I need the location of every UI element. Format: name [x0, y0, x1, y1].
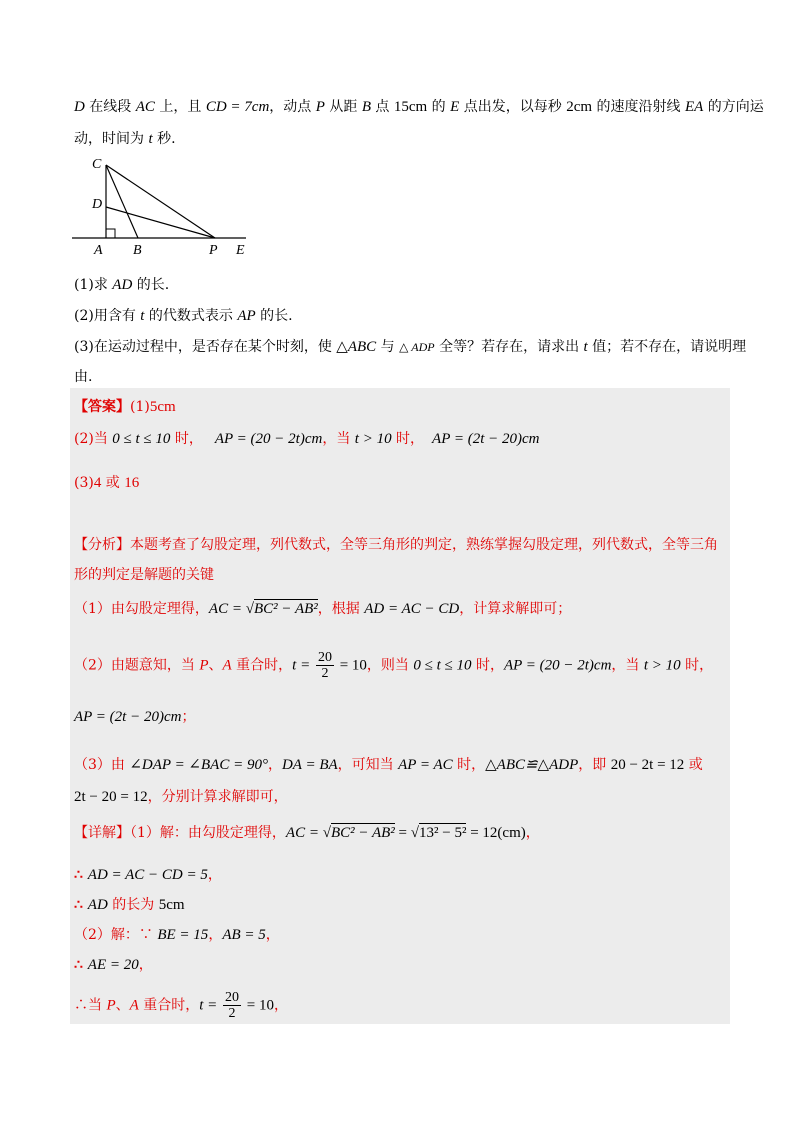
text: ，: [525, 825, 540, 841]
text: ，则当: [366, 657, 414, 674]
text: 点出发，以每秒: [459, 99, 567, 115]
text: 的长.: [132, 277, 170, 293]
fraction: [316, 650, 334, 681]
question-3-cont: 由.: [74, 369, 93, 385]
text-math: AP = (2t − 20)cm: [74, 709, 182, 725]
text: 的长为: [107, 897, 159, 913]
text: （2）解：∵: [74, 927, 158, 943]
text-math: 4: [93, 475, 102, 491]
text-math: ∠DAP = ∠BAC = 90°: [129, 757, 268, 773]
fraction-num: 20: [317, 650, 332, 665]
text-math: = 12(cm): [466, 825, 526, 841]
question-1: [74, 274, 169, 294]
label-d: D: [92, 197, 103, 212]
text: 在线段: [84, 99, 136, 115]
sqrt-symbol: √: [410, 825, 419, 841]
text: （2）由题意知，当: [74, 657, 200, 674]
analysis-step-2b: [74, 706, 195, 726]
text-math: P: [315, 99, 325, 115]
text-math: A: [222, 657, 232, 674]
text: 重合时，: [138, 997, 200, 1014]
therefore-symbol: ∴: [74, 957, 88, 973]
text: ，可知当: [337, 757, 399, 773]
therefore-symbol: ∴: [74, 867, 88, 883]
right-angle-mark: [106, 229, 115, 238]
text: ，: [274, 997, 289, 1014]
problem-line-2: [74, 128, 176, 148]
text: ，计算求解即可；: [459, 601, 572, 617]
text: (2)用含有: [74, 308, 141, 324]
text-math: = 10: [243, 997, 275, 1014]
text: ∴当: [74, 997, 107, 1014]
text: 的代数式表示: [144, 308, 238, 324]
fraction: [223, 990, 241, 1021]
text-math: AC =: [285, 825, 323, 841]
sqrt-symbol: √: [322, 825, 331, 841]
text: 的方向运: [703, 99, 764, 115]
text: ，当: [322, 431, 355, 447]
text-math: BC² − AB²: [330, 825, 395, 841]
text-math: DA = BA: [281, 757, 338, 773]
text: ，: [265, 927, 280, 943]
fraction-den: 2: [321, 666, 329, 681]
text: ，根据: [317, 601, 365, 617]
fraction-den: 2: [228, 1006, 236, 1021]
question-3: [74, 336, 746, 356]
text: 秒.: [152, 131, 176, 147]
analysis-step-3: [74, 754, 703, 774]
answer-line-2: [74, 428, 539, 448]
problem-line-1: [74, 96, 764, 116]
text-math: AB = 5: [222, 927, 266, 943]
text-math: 0 ≤ t ≤ 10: [413, 657, 472, 674]
text-math: BC² − AB²: [253, 601, 318, 617]
text-math: AD: [87, 897, 108, 913]
text-math: 2t − 20 = 12: [74, 789, 148, 805]
analysis-line-2: 形的判定是解题的关键: [74, 567, 214, 583]
text: （3）由: [74, 757, 130, 773]
text: 值；若不存在，请说明理: [587, 339, 747, 355]
text-math: P: [106, 997, 116, 1014]
text-math: t =: [199, 997, 222, 1014]
answer-line-1: [74, 396, 176, 416]
text: 点: [370, 99, 394, 115]
text-math: BE = 15: [157, 927, 209, 943]
detail-line-4: [74, 924, 280, 944]
text-math: 2cm: [566, 99, 593, 115]
text-math: 5cm: [149, 399, 176, 415]
text: 时，: [170, 431, 203, 447]
text: 的速度沿射线: [592, 99, 685, 115]
analysis-step-2: [74, 650, 713, 681]
text-math: E: [450, 99, 460, 115]
text: ，当: [611, 657, 644, 674]
text-math: AP = (20 − 2t)cm: [214, 431, 323, 447]
text: ，动点: [269, 99, 316, 115]
text: 或: [101, 475, 125, 491]
text-math: EA: [684, 99, 704, 115]
answer-line-3: [74, 472, 139, 492]
text: (1)求: [74, 277, 113, 293]
text-math: △ABC: [336, 339, 377, 355]
text-math: A: [129, 997, 139, 1014]
text: 的: [427, 99, 451, 115]
text: （1）由勾股定理得，: [74, 601, 209, 617]
text: 时，: [471, 657, 504, 674]
text-math: =: [394, 825, 411, 841]
text: ，: [267, 757, 282, 773]
label-a: A: [94, 243, 103, 258]
label-e: E: [236, 243, 245, 258]
line-dp: [106, 207, 215, 238]
text-math: △ABC≌△ADP: [485, 757, 579, 773]
text-math: t: [583, 339, 588, 355]
text-math: t =: [292, 657, 314, 674]
text: 或: [684, 757, 703, 773]
text: (2)当: [74, 431, 113, 447]
detail-line-5: [74, 954, 153, 974]
text: 动，时间为: [74, 131, 149, 147]
detail-line-1: [74, 822, 540, 842]
text-math: t > 10: [354, 431, 392, 447]
text-math: AD = AC − CD: [364, 601, 460, 617]
text: 时，: [680, 657, 714, 674]
text-math: 16: [124, 475, 140, 491]
text-math: = 10: [335, 657, 367, 674]
text-math: AP = (20 − 2t)cm: [503, 657, 612, 674]
text: (3)在运动过程中，是否存在某个时刻，使: [74, 339, 337, 355]
text: 时，: [452, 757, 486, 773]
label-p: P: [209, 243, 218, 258]
text: ；: [181, 709, 196, 725]
text: 【详解】（1）解：由勾股定理得，: [74, 825, 286, 841]
answer-tag: 【答案】: [74, 399, 130, 415]
text-math: AD = AC − CD = 5: [87, 867, 208, 883]
label-c: C: [92, 157, 102, 172]
detail-line-2: [74, 864, 222, 884]
text: 、: [208, 657, 223, 674]
question-2: [74, 305, 293, 325]
text: 重合时，: [231, 657, 293, 674]
text: 上，且: [154, 99, 206, 115]
text: 时，: [391, 431, 425, 447]
text-math: AC =: [208, 601, 246, 617]
text: ，分别计算求解即可，: [147, 789, 288, 805]
text-math: 13² − 5²: [419, 825, 467, 841]
detail-line-3: [74, 894, 185, 914]
text: 从距: [324, 99, 362, 115]
text: ，: [138, 957, 153, 973]
text-math: AE = 20: [87, 957, 139, 973]
text: ，: [207, 867, 222, 883]
sqrt-symbol: √: [245, 601, 254, 617]
text-math: 5cm: [158, 897, 185, 913]
text: 的长.: [255, 308, 293, 324]
text-math: t: [148, 131, 153, 147]
text: 与: [376, 339, 400, 355]
text: 、: [115, 997, 130, 1014]
text-math: AC: [135, 99, 155, 115]
text: ，: [208, 927, 223, 943]
text: (1): [130, 399, 150, 415]
text: 全等？若存在，请求出: [434, 339, 584, 355]
text-math: t: [140, 308, 145, 324]
triangle-figure: [70, 150, 260, 258]
detail-line-6: [74, 990, 288, 1021]
text-math: 20 − 2t = 12: [610, 757, 685, 773]
text-math: AP = (2t − 20)cm: [432, 431, 540, 447]
text-math: P: [199, 657, 209, 674]
analysis-step-1: [74, 598, 571, 618]
therefore-symbol: ∴: [74, 897, 88, 913]
text-math: B: [361, 99, 371, 115]
text: (3): [74, 475, 94, 491]
text-math: t > 10: [643, 657, 681, 674]
label-b: B: [133, 243, 142, 258]
text-math: 0 ≤ t ≤ 10: [112, 431, 171, 447]
text-math: AP = AC: [398, 757, 453, 773]
text-math: AD: [112, 277, 133, 293]
text-math: △ ADP: [399, 340, 435, 354]
text-math: CD = 7cm: [205, 99, 270, 115]
analysis-step-3b: [74, 786, 288, 806]
text-math: 15cm: [393, 99, 428, 115]
text-math: AP: [237, 308, 256, 324]
text-math: D: [74, 99, 85, 115]
analysis-line-1: 【分析】本题考查了勾股定理，列代数式，全等三角形的判定，熟练掌握勾股定理，列代数式，全等三角: [74, 537, 718, 553]
text: ，即: [578, 757, 611, 773]
fraction-num: 20: [225, 990, 240, 1005]
